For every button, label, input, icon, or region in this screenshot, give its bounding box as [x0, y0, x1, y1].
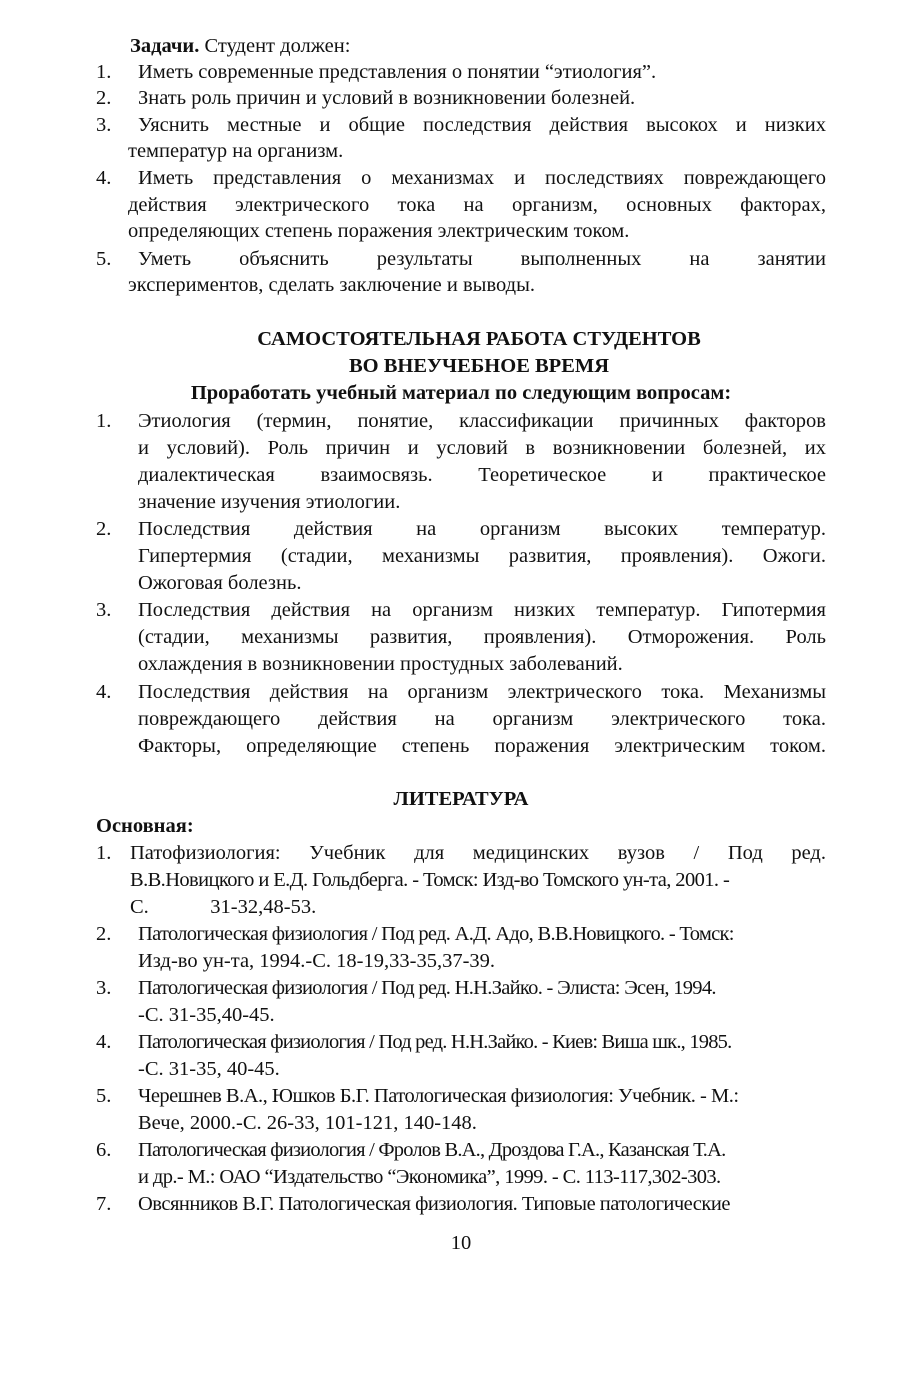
- task-text: определяющих степень поражения электрическим током.: [128, 220, 630, 242]
- reference-text: -С. 31-35,40-45.: [138, 1004, 275, 1026]
- reference-text: Патологическая физиология / Под ред. А.Д. Адо, В.В.Новицкого. - Томск:: [138, 923, 734, 945]
- literature-title: ЛИТЕРАТУРА: [393, 788, 529, 810]
- tasks-heading-rest: Студент должен:: [199, 35, 351, 57]
- reference-text: -С. 31-35, 40-45.: [138, 1058, 280, 1080]
- reference-number: 7.: [96, 1193, 112, 1215]
- reference-text: С. 31-32,48-53.: [130, 896, 317, 918]
- task-text: экспериментов, сделать заключение и выводы.: [128, 274, 535, 296]
- reference-text: Патофизиология: Учебник для медицинских вузов / Под ред.: [130, 842, 826, 864]
- task-number: 2.: [96, 87, 112, 109]
- reference-number: 1.: [96, 842, 112, 864]
- tasks-heading-bold: Задачи.: [130, 35, 200, 57]
- task-number: 3.: [96, 114, 112, 136]
- question-number: 2.: [96, 518, 112, 540]
- question-text: диалектическая взаимосвязь. Теоретическое и практическое: [138, 464, 826, 486]
- reference-number: 2.: [96, 923, 112, 945]
- question-number: 4.: [96, 681, 112, 703]
- question-text: Последствия действия на организм электрического тока. Механизмы: [138, 681, 826, 703]
- question-text: Этиология (термин, понятие, классификации причинных факторов: [138, 410, 826, 432]
- literature-subheading: Основная:: [96, 815, 194, 837]
- question-number: 1.: [96, 410, 112, 432]
- task-text: Знать роль причин и условий в возникновении болезней.: [138, 87, 636, 109]
- question-text: значение изучения этиологии.: [138, 491, 401, 513]
- reference-text: Вече, 2000.-С. 26-33, 101-121, 140-148.: [138, 1112, 477, 1134]
- task-text: температур на организм.: [128, 140, 344, 162]
- task-text: Иметь современные представления о понятии “этиология”.: [138, 61, 657, 83]
- reference-text: Овсянников В.Г. Патологическая физиология. Типовые патологические: [138, 1193, 730, 1215]
- question-text: и условий). Роль причин и условий в возникновении болезней, их: [138, 437, 826, 459]
- question-text: Гипертермия (стадии, механизмы развития, проявления). Ожоги.: [138, 545, 826, 567]
- reference-text: Черешнев В.А., Юшков Б.Г. Патологическая физиология: Учебник. - М.:: [138, 1085, 739, 1107]
- reference-text: Изд-во ун-та, 1994.-С. 18-19,33-35,37-39.: [138, 950, 496, 972]
- reference-number: 6.: [96, 1139, 112, 1161]
- reference-text: Патологическая физиология / Под ред. Н.Н.Зайко. - Элиста: Эсен, 1994.: [138, 977, 716, 999]
- reference-text: Патологическая физиология / Под ред. Н.Н.Зайко. - Киев: Виша шк., 1985.: [138, 1031, 732, 1053]
- task-text: действия электрического тока на организм, основных факторах,: [128, 194, 826, 216]
- reference-number: 4.: [96, 1031, 112, 1053]
- question-number: 3.: [96, 599, 112, 621]
- reference-text: и др.- М.: ОАО “Издательство “Экономика”, 1999. - С. 113-117,302-303.: [138, 1166, 721, 1188]
- question-text: Последствия действия на организм высоких температур.: [138, 518, 826, 540]
- reference-number: 5.: [96, 1085, 112, 1107]
- tasks-heading: [130, 33, 350, 59]
- task-number: 4.: [96, 167, 112, 189]
- question-text: повреждающего действия на организм электрического тока.: [138, 708, 826, 730]
- section-subtitle: Проработать учебный материал по следующим вопросам:: [190, 382, 732, 404]
- task-number: 1.: [96, 61, 112, 83]
- task-text: Иметь представления о механизмах и последствиях повреждающего: [138, 167, 826, 189]
- reference-text: Патологическая физиология / Фролов В.А., Дроздова Г.А., Казанская Т.А.: [138, 1139, 726, 1161]
- question-text: Факторы, определяющие степень поражения электрическим током.: [138, 735, 826, 757]
- task-number: 5.: [96, 248, 112, 270]
- task-text: Уметь объяснить результаты выполненных на занятии: [138, 248, 826, 270]
- page-number: 10: [450, 1232, 472, 1254]
- question-text: Последствия действия на организм низких температур. Гипотермия: [138, 599, 826, 621]
- question-text: (стадии, механизмы развития, проявления). Отморожения. Роль: [138, 626, 826, 648]
- task-text: Уяснить местные и общие последствия действия высокох и низких: [138, 114, 826, 136]
- reference-number: 3.: [96, 977, 112, 999]
- section-title: ВО ВНЕУЧЕБНОЕ ВРЕМЯ: [348, 355, 610, 377]
- question-text: охлаждения в возникновении простудных заболеваний.: [138, 653, 623, 675]
- question-text: Ожоговая болезнь.: [138, 572, 302, 594]
- section-title: САМОСТОЯТЕЛЬНАЯ РАБОТА СТУДЕНТОВ: [257, 328, 701, 350]
- reference-text: В.В.Новицкого и Е.Д. Гольдберга. - Томск: Изд-во Томского ун-та, 2001. -: [130, 869, 730, 891]
